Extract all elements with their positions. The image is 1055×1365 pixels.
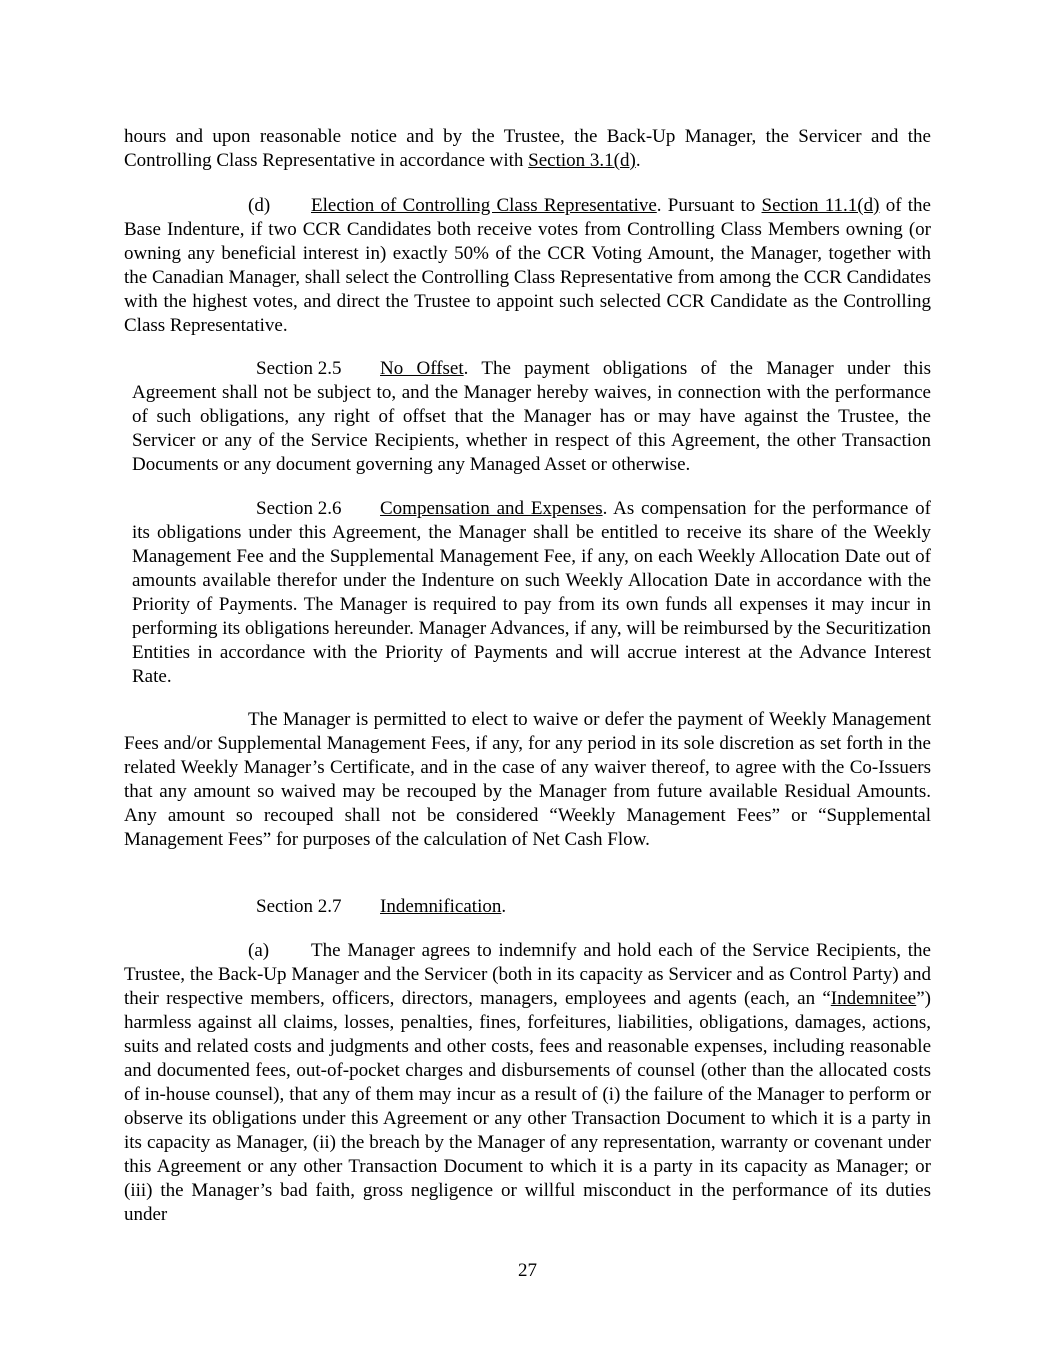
section-2-6-compensation: Section 2.6 Compensation and Expenses. As compensation for the performance of its obligations under this Agreement, the Manager shall be entitled to receive its share of the Weekly Management Fee and the Supplemental Management Fee, if any, on each Weekly Allocation Date out of amounts available therefor under the Indenture on such Weekly Allocation Date in accordance with the Priority of Payments. The Manager is required to pay from its own funds all expenses it may incur in performing its obligations hereunder. Manager Advances, if any, will be reimbursed by the Securitization Entities in accordance with the Priority of Payments and will accrue interest at the Advance Interest Rate. (132, 498, 931, 687)
defined-term: Indemnitee (830, 988, 917, 1009)
page-number: 27 (518, 1260, 537, 1281)
section-label: Section 2.6 (256, 498, 342, 519)
section-heading: Indemnification (380, 896, 502, 917)
section-2-5-no-offset: Section 2.5 No Offset. The payment obligations of the Manager under this Agreement shall not be subject to, and the Manager hereby waives, in connection with the performance of such obligations, any right of offset that the Manager has or may have against the Trustee, the Servicer or any of the Service Recipients, whether in respect of this Agreement, the other Transaction Documents or any document governing any Managed Asset or otherwise. (132, 358, 932, 475)
section-label: Section 2.7 (256, 896, 342, 917)
section-heading: Compensation and Expenses (380, 498, 603, 519)
clause-label: (d) (248, 195, 271, 216)
paragraph-indemnity-a: (a) The Manager agrees to indemnify and hold each of the Service Recipients, the Trustee, the Back-Up Manager and the Servicer (both in its capacity as Servicer and as Control Party) and their respective members, officers, directors, managers, employees and agents (each, an “Indemnitee”) harmless against all claims, losses, penalties, fines, forfeitures, liabilities, obligations, damages, actions, suits and related costs and judgments and other costs, fees and reasonable expenses, including reasonable and documented fees, out-of-pocket charges and disbursements of counsel (other than the allocated costs of in-house counsel), that any of them may incur as a result of (i) the failure of the Manager to perform or observe its obligations under this Agreement or any other Transaction Document to which it is a party in its capacity as Manager, (ii) the breach by the Manager of any representation, warranty or covenant under this Agreement or any other Transaction Document to which it is a party in its capacity as Manager; or (iii) the Manager’s bad faith, gross negligence or willful misconduct in the performance of its duties under (124, 940, 931, 1225)
section-2-7-indemnification: Section 2.7 Indemnification. (256, 896, 507, 917)
clause-label: (a) (248, 940, 270, 961)
paragraph-fee-waiver: The Manager is permitted to elect to waive or defer the payment of Weekly Management Fees and/or Supplemental Management Fees, if any, for any period in its sole discretion as set forth in the related Weekly Manager’s Certificate, and in the case of any waiver thereof, to agree with the Co-Issuers that any amount so waived may be recouped by the Manager from future available Residual Amounts. Any amount so recouped shall not be considered “Weekly Management Fees” or “Supplemental Management Fees” for purposes of the calculation of Net Cash Flow. (124, 709, 931, 850)
clause-heading: Election of Controlling Class Representative (311, 195, 657, 216)
paragraph-continuation: hours and upon reasonable notice and by the Trustee, the Back-Up Manager, the Servicer and the Controlling Class Representative in accordance with Section 3.1(d). (124, 126, 931, 171)
section-heading: No Offset (380, 358, 464, 379)
section-label: Section 2.5 (256, 358, 342, 379)
paragraph-election-ccr: (d) Election of Controlling Class Representative. Pursuant to Section 11.1(d) of the Base Indenture, if two CCR Candidates both receive votes from Controlling Class Members owning (or owning any beneficial interest in) exactly 50% of the CCR Voting Amount, the Manager, together with the Canadian Manager, shall select the Controlling Class Representative from among the CCR Candidates with the highest votes, and direct the Trustee to appoint such selected CCR Candidate as the Controlling Class Representative. (124, 195, 931, 336)
section-reference: Section 3.1(d) (528, 150, 636, 171)
section-reference: Section 11.1(d) (761, 195, 880, 216)
